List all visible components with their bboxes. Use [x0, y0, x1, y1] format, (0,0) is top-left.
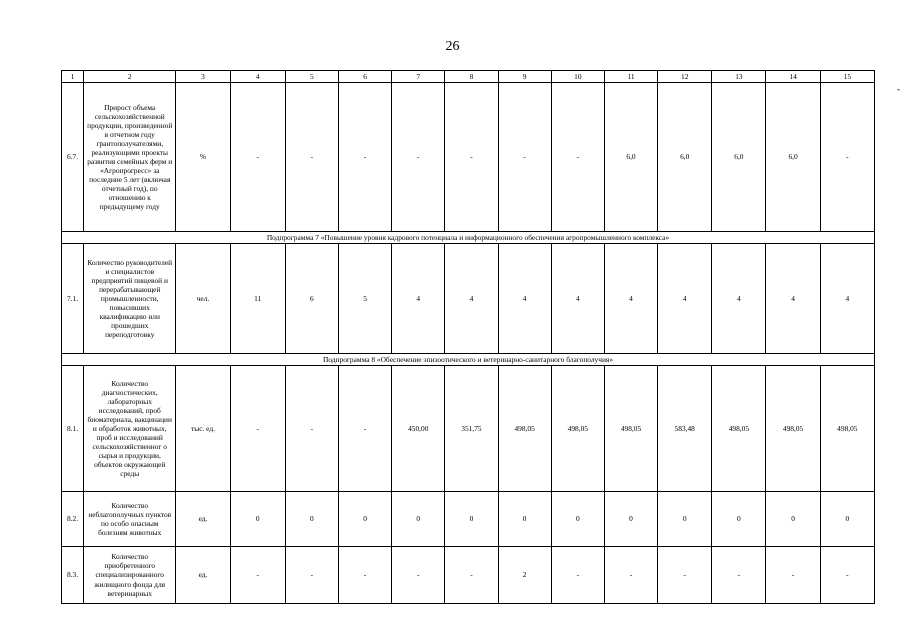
value-cell: - [820, 547, 874, 604]
indicator-name: Количество приобретенного специализированного жилищного фонда для ветеринарных [84, 547, 176, 604]
value-cell: 11 [230, 244, 285, 354]
table-row-8-1 [62, 366, 875, 492]
value-cell: 2 [498, 547, 551, 604]
value-cell: 5 [338, 244, 391, 354]
value-cell: 0 [820, 492, 874, 547]
indicator-name: Прирост объема сельскохозяйственной продукции, произведенной в отчетном году грантополучателями, реализующими проекты развития семейных ферм и «Агропрогресс» за последние 5 лет (включая отчетный год), по отношению к предыдущему году [84, 83, 176, 232]
table-row-8-3 [62, 547, 875, 604]
value-cell: - [551, 83, 604, 232]
column-header: 9 [498, 71, 551, 83]
value-cell: - [338, 366, 391, 492]
unit-cell: % [176, 83, 230, 232]
value-cell: 0 [766, 492, 820, 547]
column-header: 13 [712, 71, 766, 83]
unit-cell: чел. [176, 244, 230, 354]
value-cell: - [338, 83, 391, 232]
value-cell: - [445, 547, 498, 604]
value-cell: 498,05 [604, 366, 657, 492]
value-cell: 4 [820, 244, 874, 354]
value-cell: 498,05 [766, 366, 820, 492]
value-cell: - [766, 547, 820, 604]
value-cell: 0 [551, 492, 604, 547]
table-row-6-7 [62, 83, 875, 232]
value-cell: 583,48 [658, 366, 712, 492]
value-cell: 498,05 [712, 366, 766, 492]
value-cell: 6,0 [712, 83, 766, 232]
column-header: 4 [230, 71, 285, 83]
indicators-table [61, 70, 875, 604]
indicator-name: Количество диагностических, лабораторных исследований, проб биоматериала, вакцинации и обработок животных, проб и исследований сельскохозяйственног о сырья и продукции, объектов окружающей среды [84, 366, 176, 492]
value-cell: - [230, 547, 285, 604]
value-cell: 4 [551, 244, 604, 354]
subprogram-7-title: Подпрограмма 7 «Повышение уровня кадрового потенциала и информационного обеспечения агропромышленного комплекса» [62, 232, 875, 244]
value-cell: 6,0 [658, 83, 712, 232]
value-cell: 0 [392, 492, 445, 547]
value-cell: 0 [712, 492, 766, 547]
value-cell: 0 [604, 492, 657, 547]
page-number: 26 [445, 39, 460, 54]
value-cell: - [285, 547, 338, 604]
row-number: 7.1. [62, 244, 84, 354]
unit-cell: тыс. ед. [176, 366, 230, 492]
value-cell: - [285, 83, 338, 232]
column-header: 7 [392, 71, 445, 83]
value-cell: 0 [338, 492, 391, 547]
value-cell: 0 [445, 492, 498, 547]
table-row-7-1 [62, 244, 875, 354]
value-cell: 4 [766, 244, 820, 354]
value-cell: 6,0 [604, 83, 657, 232]
column-header: 3 [176, 71, 230, 83]
column-header: 5 [285, 71, 338, 83]
value-cell: - [392, 83, 445, 232]
column-header: 2 [84, 71, 176, 83]
value-cell: - [498, 83, 551, 232]
value-cell: 4 [498, 244, 551, 354]
value-cell: - [658, 547, 712, 604]
column-header: 10 [551, 71, 604, 83]
subprogram-7-row [62, 232, 875, 244]
unit-cell: ед. [176, 492, 230, 547]
column-header: 14 [766, 71, 820, 83]
value-cell: 351,75 [445, 366, 498, 492]
column-header: 1 [62, 71, 84, 83]
indicator-name: Количество неблагополучных пунктов по особо опасным болезням животных [84, 492, 176, 547]
value-cell: 4 [445, 244, 498, 354]
value-cell: - [820, 83, 874, 232]
stray-mark: - [897, 84, 900, 94]
value-cell: - [604, 547, 657, 604]
row-number: 8.3. [62, 547, 84, 604]
subprogram-8-title: Подпрограмма 8 «Обеспечение эпизоотического и ветеринарно-санитарного благополучия» [62, 354, 875, 366]
value-cell: - [230, 83, 285, 232]
column-number-row [62, 71, 875, 83]
column-header: 15 [820, 71, 874, 83]
value-cell: - [392, 547, 445, 604]
value-cell: - [230, 366, 285, 492]
value-cell: - [712, 547, 766, 604]
value-cell: 498,05 [498, 366, 551, 492]
row-number: 6.7. [62, 83, 84, 232]
table-row-8-2 [62, 492, 875, 547]
value-cell: 4 [712, 244, 766, 354]
value-cell: 0 [230, 492, 285, 547]
value-cell: 0 [498, 492, 551, 547]
column-header: 8 [445, 71, 498, 83]
value-cell: 498,05 [820, 366, 874, 492]
row-number: 8.1. [62, 366, 84, 492]
value-cell: 0 [658, 492, 712, 547]
value-cell: 4 [392, 244, 445, 354]
value-cell: 6 [285, 244, 338, 354]
value-cell: 450,00 [392, 366, 445, 492]
indicator-name: Количество руководителей и специалистов предприятий пищевой и перерабатывающей промышленности, повысивших квалификацию или прошедших переподготовку [84, 244, 176, 354]
value-cell: - [445, 83, 498, 232]
value-cell: 498,05 [551, 366, 604, 492]
row-number: 8.2. [62, 492, 84, 547]
column-header: 11 [604, 71, 657, 83]
value-cell: 6,0 [766, 83, 820, 232]
value-cell: - [285, 366, 338, 492]
value-cell: - [338, 547, 391, 604]
value-cell: - [551, 547, 604, 604]
value-cell: 4 [604, 244, 657, 354]
column-header: 12 [658, 71, 712, 83]
value-cell: 0 [285, 492, 338, 547]
column-header: 6 [338, 71, 391, 83]
unit-cell: ед. [176, 547, 230, 604]
subprogram-8-row [62, 354, 875, 366]
value-cell: 4 [658, 244, 712, 354]
